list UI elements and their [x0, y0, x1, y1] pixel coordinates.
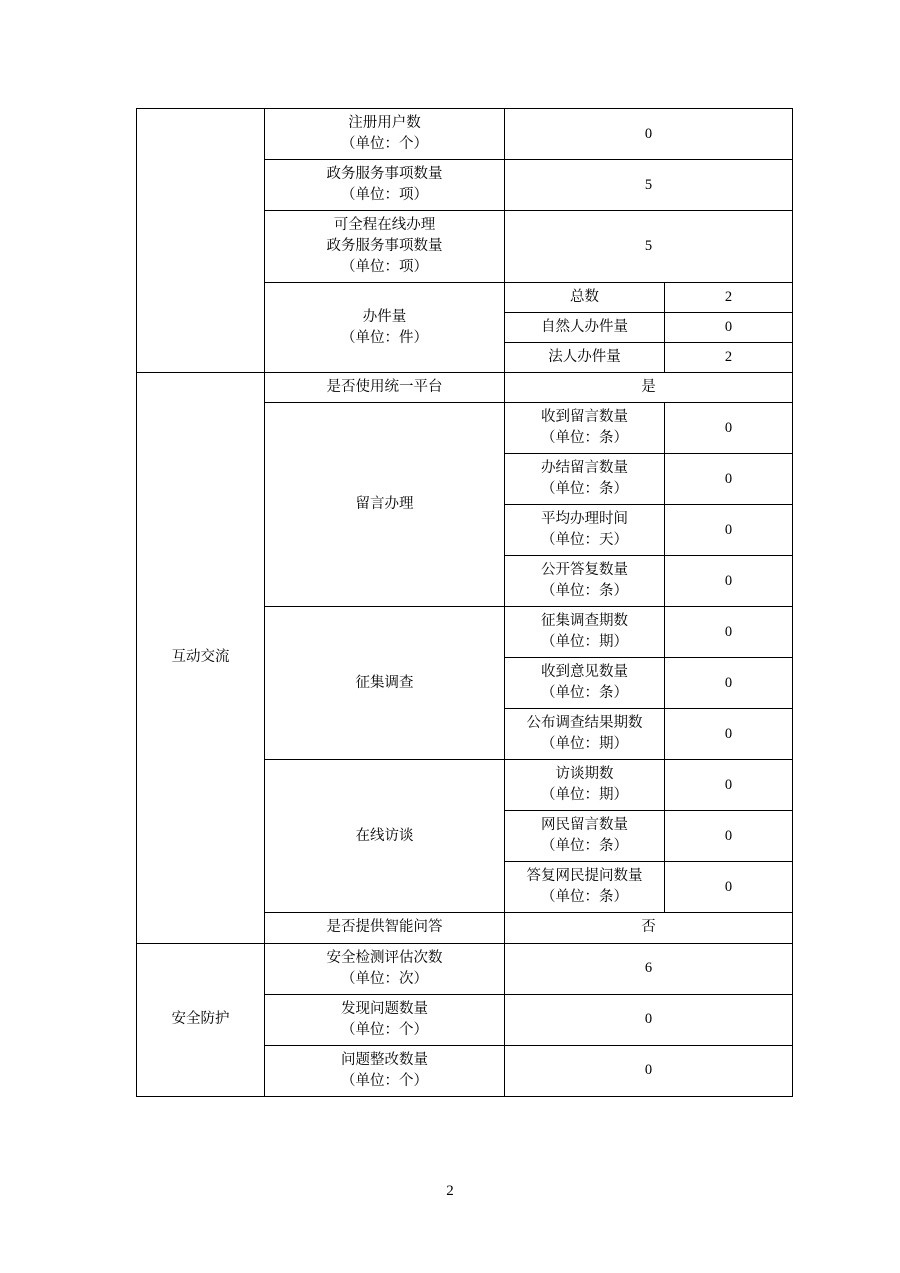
item-cell	[265, 109, 505, 160]
item-cell	[265, 994, 505, 1045]
item-cell	[265, 160, 505, 211]
group-cell-interaction: 互动交流	[137, 373, 265, 943]
value-cell: 0	[505, 109, 793, 160]
item-label: 办件量	[362, 308, 407, 325]
value-cell: 0	[665, 556, 793, 607]
item-unit: （单位：项）	[341, 187, 428, 204]
item-cell: 留言办理	[265, 403, 505, 607]
item-unit: （单位：个）	[341, 1021, 428, 1038]
sub-item-unit: （单位：条）	[541, 583, 628, 600]
value-cell: 0	[665, 811, 793, 862]
value-cell: 否	[505, 913, 793, 943]
item-cell	[265, 943, 505, 994]
item-label: 可全程在线办理	[333, 217, 436, 234]
item-cell: 征集调查	[265, 607, 505, 760]
table-row	[137, 943, 793, 994]
sub-item-unit: （单位：期）	[541, 787, 628, 804]
item-unit: （单位：项）	[341, 259, 428, 276]
sub-item-unit: （单位：条）	[541, 838, 628, 855]
value-cell: 2	[665, 343, 793, 373]
item-cell: 是否使用统一平台	[265, 373, 505, 403]
item-unit: （单位：个）	[341, 1072, 428, 1089]
value-cell: 0	[665, 760, 793, 811]
sub-item-label: 收到留言数量	[541, 409, 628, 426]
sub-item-label: 访谈期数	[555, 766, 614, 783]
sub-item-label: 收到意见数量	[541, 664, 628, 681]
sub-item-cell: 总数	[505, 283, 665, 313]
page-number: 2	[446, 1183, 454, 1199]
group-cell-security: 安全防护	[137, 943, 265, 1096]
value-cell: 5	[505, 211, 793, 283]
sub-item-cell	[505, 454, 665, 505]
item-label: 发现问题数量	[341, 1000, 428, 1017]
value-cell: 0	[665, 313, 793, 343]
value-cell: 0	[665, 505, 793, 556]
item-cell	[265, 211, 505, 283]
value-cell: 是	[505, 373, 793, 403]
value-cell: 0	[665, 709, 793, 760]
sub-item-cell	[505, 862, 665, 913]
item-cell: 是否提供智能问答	[265, 913, 505, 943]
item-label: 问题整改数量	[341, 1051, 428, 1068]
sub-item-unit: （单位：天）	[541, 532, 628, 549]
item-label-line2: 政务服务事项数量	[326, 238, 443, 255]
sub-item-label: 办结留言数量	[541, 460, 628, 477]
value-cell: 5	[505, 160, 793, 211]
statistics-table	[136, 108, 793, 1097]
value-cell: 6	[505, 943, 793, 994]
item-unit: （单位：个）	[341, 136, 428, 153]
sub-item-label: 公布调查结果期数	[526, 715, 643, 732]
sub-item-label: 答复网民提问数量	[526, 868, 643, 885]
sub-item-label: 网民留言数量	[541, 817, 628, 834]
sub-item-cell	[505, 811, 665, 862]
sub-item-label: 征集调查期数	[541, 613, 628, 630]
item-cell	[265, 1045, 505, 1096]
value-cell: 0	[665, 607, 793, 658]
sub-item-label: 公开答复数量	[541, 562, 628, 579]
table-row	[137, 373, 793, 403]
sub-item-unit: （单位：条）	[541, 685, 628, 702]
item-cell	[265, 283, 505, 373]
sub-item-cell	[505, 709, 665, 760]
value-cell: 0	[665, 862, 793, 913]
sub-item-unit: （单位：条）	[541, 481, 628, 498]
sub-item-unit: （单位：条）	[541, 430, 628, 447]
item-unit: （单位：件）	[341, 329, 428, 346]
item-label: 注册用户数	[348, 115, 421, 131]
sub-item-unit: （单位：条）	[541, 889, 628, 906]
sub-item-cell	[505, 505, 665, 556]
sub-item-cell	[505, 607, 665, 658]
value-cell: 0	[505, 994, 793, 1045]
value-cell: 2	[665, 283, 793, 313]
item-label: 安全检测评估次数	[326, 949, 443, 966]
sub-item-cell	[505, 658, 665, 709]
sub-item-label: 平均办理时间	[541, 511, 628, 528]
value-cell: 0	[665, 454, 793, 505]
sub-item-cell	[505, 403, 665, 454]
item-label: 政务服务事项数量	[326, 166, 443, 183]
value-cell: 0	[505, 1045, 793, 1096]
sub-item-unit: （单位：期）	[541, 736, 628, 753]
value-cell: 0	[665, 403, 793, 454]
item-unit: （单位：次）	[341, 970, 428, 987]
sub-item-cell: 自然人办件量	[505, 313, 665, 343]
sub-item-cell	[505, 556, 665, 607]
table-row	[137, 109, 793, 160]
sub-item-cell: 法人办件量	[505, 343, 665, 373]
sub-item-cell	[505, 760, 665, 811]
value-cell: 0	[665, 658, 793, 709]
item-cell: 在线访谈	[265, 760, 505, 913]
sub-item-unit: （单位：期）	[541, 634, 628, 651]
statistics-table-container	[136, 108, 792, 1097]
group-cell-top	[137, 109, 265, 373]
